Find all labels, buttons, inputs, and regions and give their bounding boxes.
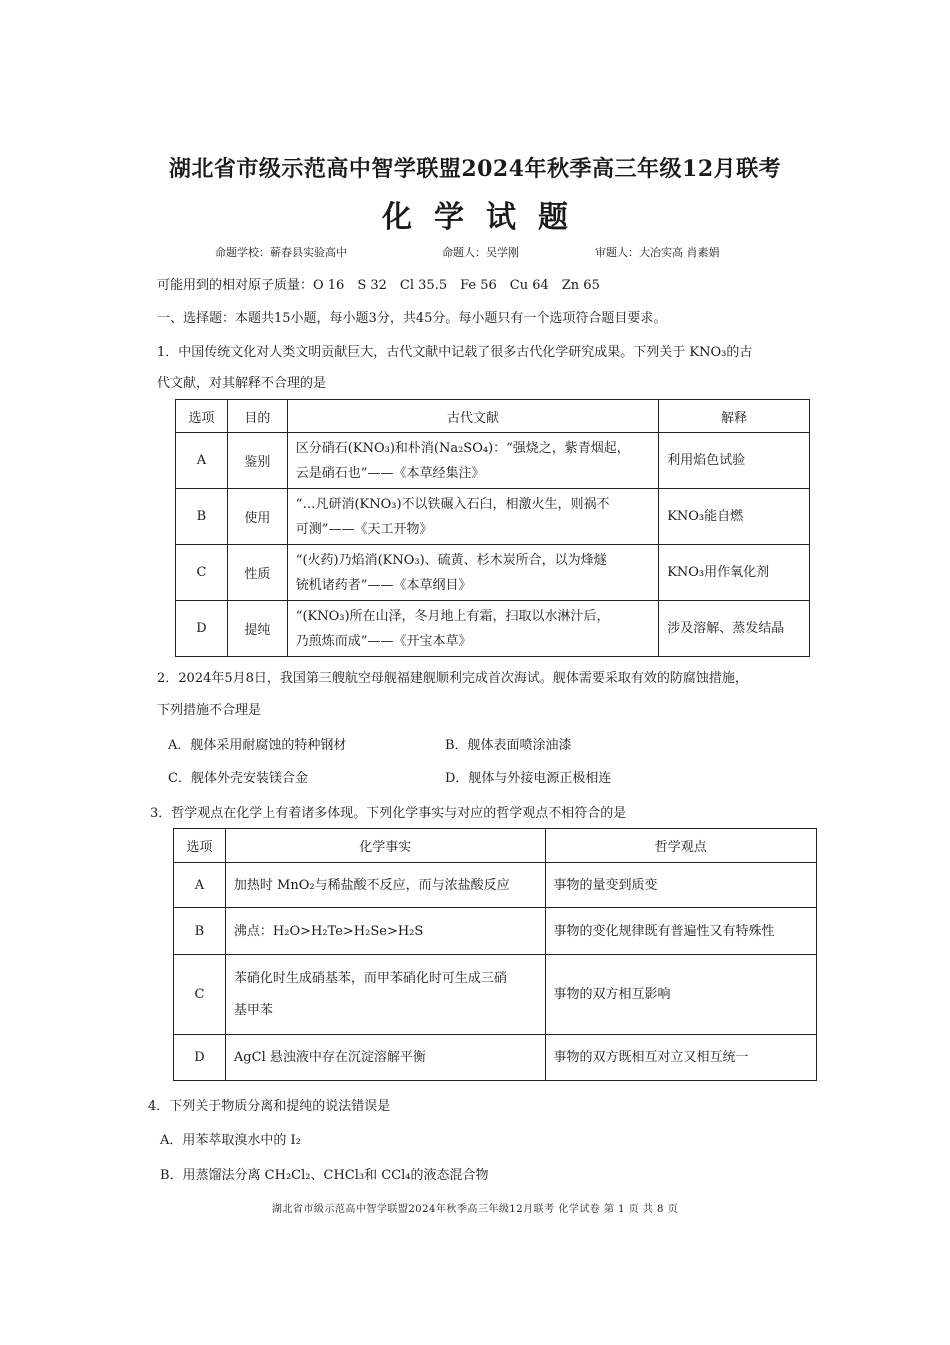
table-row (174, 1035, 817, 1081)
school-label: 命题学校：蕲春县实验高中 (215, 246, 347, 259)
q3-stem: 3．哲学观点在化学上有着诸多体现。下列化学事实与对应的哲学观点不相符合的是 (150, 806, 627, 821)
table-row (176, 545, 810, 601)
table-row (174, 863, 817, 908)
fact-cell: 沸点：H₂O>H₂Te>H₂Se>H₂S (225, 908, 545, 955)
fact-line: 基甲苯 (233, 1002, 273, 1018)
literature-line: 铳机诸药者”——《本草纲目》 (295, 577, 472, 593)
explanation-cell: 涉及溶解、蒸发结晶 (659, 601, 810, 657)
literature-cell (287, 545, 658, 601)
option-label: C (176, 545, 228, 601)
q1-stem-line1: 1．中国传统文化对人类文明贡献巨大，古代文献中记载了很多古代化学研究成果。下列关于 KNO₃的古 (157, 345, 753, 360)
option-label: A (174, 863, 226, 908)
q2-option-a: A．舰体采用耐腐蚀的特种钢材 (168, 738, 347, 753)
q2-option-c: C．舰体外壳安装镁合金 (168, 771, 308, 786)
literature-line: 区分硝石(KNO₃)和朴消(Na₂SO₄)：“强烧之，紫青烟起， (295, 440, 630, 456)
view-cell: 事物的量变到质变 (545, 863, 816, 908)
table-row (176, 601, 810, 657)
header-option: 选项 (174, 829, 226, 863)
option-label: B (176, 489, 228, 545)
literature-line: 乃煎炼而成”——《开宝本草》 (295, 633, 472, 649)
q4-option-a: A．用苯萃取溴水中的 I₂ (160, 1133, 301, 1148)
literature-line: 云是硝石也”——《本草经集注》 (295, 465, 485, 481)
literature-line: “…凡研消(KNO₃)不以铁碾入石臼，相激火生，则祸不 (295, 496, 610, 512)
table-header-row (176, 400, 810, 433)
q4-stem: 4．下列关于物质分离和提纯的说法错误是 (148, 1099, 391, 1114)
literature-cell (287, 489, 658, 545)
header-explanation: 解释 (659, 400, 810, 433)
author-label: 命题人：吴学刚 (442, 246, 519, 259)
atomic-masses: 可能用到的相对原子质量：O 16 S 32 Cl 35.5 Fe 56 Cu 64 Zn 65 (157, 278, 600, 293)
literature-cell (287, 433, 658, 489)
table-row (176, 433, 810, 489)
option-label: D (176, 601, 228, 657)
header-view: 哲学观点 (545, 829, 816, 863)
purpose-cell: 性质 (227, 545, 287, 601)
subject-title: 化学试题 (382, 200, 590, 235)
header-literature: 古代文献 (287, 400, 658, 433)
option-label: D (174, 1035, 226, 1081)
page-footer: 湖北省市级示范高中智学联盟2024年秋季高三年级12月联考 化学试卷 第 1 页 共 8 页 (271, 1204, 679, 1215)
reviewer-label: 审题人：大冶实高 肖素娟 (595, 246, 720, 259)
view-cell: 事物的变化规律既有普遍性又有特殊性 (545, 908, 816, 955)
option-label: B (174, 908, 226, 955)
explanation-cell: KNO₃用作氧化剂 (659, 545, 810, 601)
q2-option-d: D．舰体与外接电源正极相连 (445, 771, 612, 786)
purpose-cell: 提纯 (227, 601, 287, 657)
table-row (174, 908, 817, 955)
table-row (176, 489, 810, 545)
fact-cell: AgCl 悬浊液中存在沉淀溶解平衡 (225, 1035, 545, 1081)
section-heading: 一、选择题：本题共15小题，每小题3分，共45分。每小题只有一个选项符合题目要求。 (157, 311, 667, 326)
view-cell: 事物的双方既相互对立又相互统一 (545, 1035, 816, 1081)
explanation-cell: KNO₃能自燃 (659, 489, 810, 545)
exam-title: 湖北省市级示范高中智学联盟2024年秋季高三年级12月联考 (168, 156, 782, 182)
explanation-cell: 利用焰色试验 (659, 433, 810, 489)
purpose-cell: 使用 (227, 489, 287, 545)
header-purpose: 目的 (227, 400, 287, 433)
header-option: 选项 (176, 400, 228, 433)
option-label: C (174, 955, 226, 1035)
literature-line: 可测”——《天工开物》 (295, 521, 433, 537)
literature-line: “(火药)乃焰消(KNO₃)、硫黄、杉木炭所合，以为烽燧 (295, 552, 607, 568)
fact-cell: 加热时 MnO₂与稀盐酸不反应，而与浓盐酸反应 (225, 863, 545, 908)
fact-line: 苯硝化时生成硝基苯，而甲苯硝化时可生成三硝 (233, 970, 507, 986)
purpose-cell: 鉴别 (227, 433, 287, 489)
option-label: A (176, 433, 228, 489)
literature-line: “(KNO₃)所在山泽，冬月地上有霜，扫取以水淋汁后， (295, 608, 610, 624)
q3-table (173, 828, 817, 1081)
header-fact: 化学事实 (225, 829, 545, 863)
q4-option-b: B．用蒸馏法分离 CH₂Cl₂、CHCl₃和 CCl₄的液态混合物 (160, 1168, 489, 1183)
q1-stem-line2: 代文献，对其解释不合理的是 (157, 376, 327, 391)
q2-stem-line2: 下列措施不合理是 (157, 703, 262, 718)
literature-cell (287, 601, 658, 657)
q1-table (175, 399, 810, 657)
q2-option-b: B．舰体表面喷涂油漆 (445, 738, 572, 753)
q2-stem-line1: 2．2024年5月8日，我国第三艘航空母舰福建舰顺利完成首次海试。舰体需要采取有效的防腐蚀措施， (157, 671, 748, 686)
table-row (174, 955, 817, 1035)
view-cell: 事物的双方相互影响 (545, 955, 816, 1035)
fact-cell (225, 955, 545, 1035)
table-header-row (174, 829, 817, 863)
